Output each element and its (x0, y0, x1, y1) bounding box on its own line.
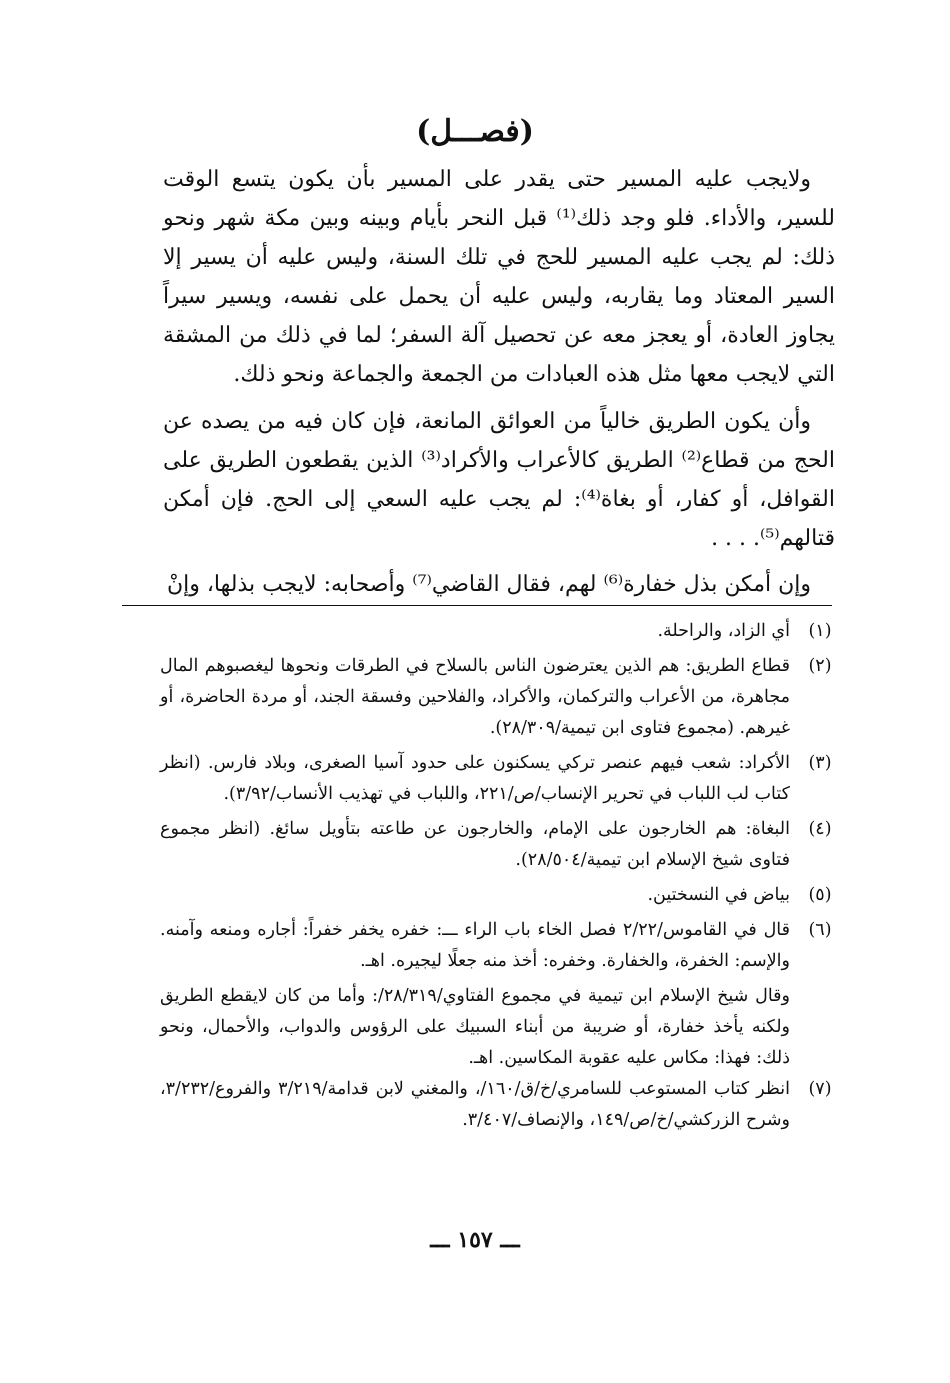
footnote-number: (٤) (808, 819, 832, 839)
footnote-text: الأكراد: شعب فيهم عنصر تركي يسكنون على حدود آسيا الصغرى، وبلاد فارس. (انظر كتاب لب اللباب في تحرير الإنساب/ص/٢٢١، واللباب في تهذيب الأنساب/٣/٩٢). (160, 753, 790, 804)
footnote-text: قطاع الطريق: هم الذين يعترضون الناس بالسلاح في الطرقات ونحوها ليغصبوهم المال مجاهرة، من الأعراب والتركمان، والأكراد، والفلاحين وفسقة الجند، أو مردة الحاضرة، أو غيرهم. (مجموع فتاوى ابن تيمية/٢٨/٣٠٩). (160, 656, 790, 738)
footnote-4 (160, 814, 836, 876)
footnote-text: البغاة: هم الخارجون على الإمام، والخارجون عن طاعته بتأويل سائغ. (انظر مجموع فتاوى شيخ الإسلام ابن تيمية/٢٨/٥٠٤). (160, 819, 790, 870)
page-number: ـــ ١٥٧ ـــ (430, 1227, 520, 1253)
footnote-number: (٢) (808, 656, 832, 676)
footnote-6-continuation: وقال شيخ الإسلام ابن تيمية في مجموع الفتاوي/٢٨/٣١٩/: وأما من كان لايقطع الطريق ولكنه يأخذ خفارة، أو ضريبة من أبناء السبيك على الرؤوس والدواب، والأحمال، ونحو ذلك: فهذا: مكاس عليه عقوبة المكاسين. اهـ. (160, 986, 790, 1068)
main-text (163, 160, 835, 558)
footnote-text: انظر كتاب المستوعب للسامري/خ/ق/١٦٠/، والمغني لابن قدامة/٣/٢١٩ والفروع/٣/٢٣٢، وشرح الزركشي/خ/ص/١٤٩، والإنصاف/٣/٤٠٧. (160, 1079, 790, 1130)
footnote-number: (٦) (808, 920, 832, 940)
footnote-text: أي الزاد، والراحلة. (657, 621, 790, 641)
paragraph-1: ولايجب عليه المسير حتى يقدر على المسير بأن يكون يتسع الوقت للسير، والأداء. فلو وجد ذلك⁽¹⁾ قبل النحر بأيام وبينه وبين مكة شهر ونحو ذلك: لم يجب عليه المسير للحج في تلك السنة، وليس عليه أن يسير إلا السير المعتاد وما يقاربه، وليس عليه أن يحمل على نفسه، ويسير سيراً يجاوز العادة، أو يعجز معه عن تحصيل آلة السفر؛ لما في ذلك من المشقة التي لايجب معها مثل هذه العبادات من الجمعة والجماعة ونحو ذلك. (163, 167, 835, 387)
footnote-1 (160, 616, 836, 647)
footnote-text: قال في القاموس/٢/٢٢ فصل الخاء باب الراء ـــ: خفره يخفر خفراً: أجاره ومنعه وآمنه. والإسم: الخفرة، والخفارة. وخفره: أخذ منه جعلًا ليجيره. اهـ. (160, 920, 790, 971)
footnote-text: بياض في النسختين. (647, 885, 790, 905)
section-heading: (فصـــل) (416, 114, 534, 149)
footnotes (160, 616, 836, 1140)
footnote-5 (160, 880, 836, 911)
footnote-separator (122, 605, 832, 606)
footnote-3 (160, 748, 836, 810)
footnote-number: (٥) (808, 885, 832, 905)
footnote-number: (١) (808, 621, 832, 641)
paragraph-3: وإن أمكن بذل خفارة⁽⁶⁾ لهم، فقال القاضي⁽⁷⁾ وأصحابه: لايجب بذلها، وإنْ (166, 572, 811, 597)
footnote-2 (160, 651, 836, 744)
footnote-number: (٣) (808, 753, 832, 773)
footnote-7 (160, 1074, 836, 1136)
footnote-number: (٧) (808, 1079, 832, 1099)
paragraph-2: وأن يكون الطريق خالياً من العوائق المانعة، فإن كان فيه من يصده عن الحج من قطاع⁽²⁾ الطريق كالأعراب والأكراد⁽³⁾ الذين يقطعون الطريق على القوافل، أو كفار، أو بغاة⁽⁴⁾: لم يجب عليه السعي إلى الحج. فإن أمكن قتالهم⁽⁵⁾. . . . (163, 409, 835, 551)
footnote-6 (160, 915, 836, 977)
